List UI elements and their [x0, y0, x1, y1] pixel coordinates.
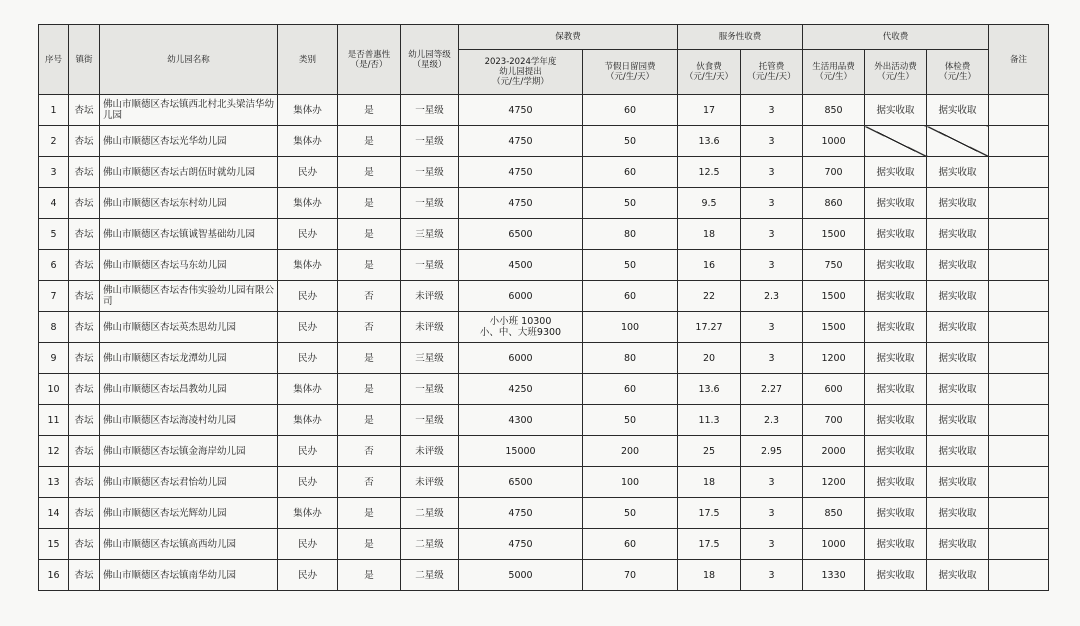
header-checkup-fee: 体检费 （元/生） — [927, 50, 989, 95]
cell-seq: 3 — [39, 157, 69, 188]
table-body — [39, 95, 1049, 591]
cell-checkup-fee: 据实收取 — [927, 560, 989, 591]
cell-category: 民办 — [278, 157, 338, 188]
header-meal-fee: 伙食费 （元/生/天） — [678, 50, 741, 95]
cell-inclusive: 是 — [338, 560, 401, 591]
cell-supplies-fee: 850 — [803, 498, 865, 529]
cell-inclusive: 是 — [338, 405, 401, 436]
cell-remarks — [989, 250, 1049, 281]
cell-outing-fee-not-applicable — [865, 126, 927, 157]
cell-tuition: 6000 — [459, 281, 583, 312]
cell-care-fee: 3 — [741, 498, 803, 529]
cell-holiday-fee: 50 — [583, 250, 678, 281]
cell-supplies-fee: 1330 — [803, 560, 865, 591]
cell-seq: 2 — [39, 126, 69, 157]
cell-seq: 8 — [39, 312, 69, 343]
table-row — [39, 188, 1049, 219]
cell-town: 杏坛 — [69, 188, 100, 219]
cell-town: 杏坛 — [69, 250, 100, 281]
cell-checkup-fee: 据实收取 — [927, 95, 989, 126]
cell-tuition: 6500 — [459, 467, 583, 498]
cell-supplies-fee: 700 — [803, 157, 865, 188]
header-care-fee: 托管费 （元/生/天） — [741, 50, 803, 95]
cell-kindergarten-name: 佛山市顺德区杏坛镇诚智基础幼儿园 — [100, 219, 278, 250]
cell-remarks — [989, 498, 1049, 529]
cell-inclusive: 否 — [338, 281, 401, 312]
cell-grade: 一星级 — [401, 157, 459, 188]
cell-checkup-fee: 据实收取 — [927, 405, 989, 436]
cell-inclusive: 是 — [338, 95, 401, 126]
cell-grade: 三星级 — [401, 343, 459, 374]
header-inclusive: 是否普惠性 （是/否） — [338, 25, 401, 95]
cell-care-fee: 3 — [741, 95, 803, 126]
cell-remarks — [989, 529, 1049, 560]
cell-kindergarten-name: 佛山市顺德区杏坛光华幼儿园 — [100, 126, 278, 157]
cell-town: 杏坛 — [69, 312, 100, 343]
cell-outing-fee: 据实收取 — [865, 281, 927, 312]
cell-outing-fee: 据实收取 — [865, 157, 927, 188]
header-tuition-group: 保教费 — [459, 25, 678, 50]
cell-category: 集体办 — [278, 95, 338, 126]
table-row — [39, 219, 1049, 250]
cell-holiday-fee: 60 — [583, 529, 678, 560]
header-outing-fee: 外出活动费 （元/生） — [865, 50, 927, 95]
cell-seq: 15 — [39, 529, 69, 560]
header-collect-group: 代收费 — [803, 25, 989, 50]
cell-care-fee: 2.3 — [741, 281, 803, 312]
header-supplies-fee: 生活用品费 （元/生） — [803, 50, 865, 95]
cell-inclusive: 是 — [338, 157, 401, 188]
cell-seq: 13 — [39, 467, 69, 498]
cell-kindergarten-name: 佛山市顺德区杏坛昌教幼儿园 — [100, 374, 278, 405]
table-header — [39, 25, 1049, 95]
cell-tuition: 4500 — [459, 250, 583, 281]
cell-category: 民办 — [278, 467, 338, 498]
cell-outing-fee: 据实收取 — [865, 467, 927, 498]
cell-outing-fee: 据实收取 — [865, 343, 927, 374]
cell-outing-fee: 据实收取 — [865, 405, 927, 436]
cell-checkup-fee: 据实收取 — [927, 312, 989, 343]
cell-checkup-fee: 据实收取 — [927, 436, 989, 467]
table-row — [39, 126, 1049, 157]
cell-care-fee: 3 — [741, 250, 803, 281]
cell-care-fee: 3 — [741, 467, 803, 498]
cell-meal-fee: 16 — [678, 250, 741, 281]
cell-holiday-fee: 60 — [583, 157, 678, 188]
header-seq: 序号 — [39, 25, 69, 95]
cell-grade: 二星级 — [401, 560, 459, 591]
cell-meal-fee: 20 — [678, 343, 741, 374]
header-category: 类别 — [278, 25, 338, 95]
cell-grade: 一星级 — [401, 374, 459, 405]
cell-care-fee: 3 — [741, 343, 803, 374]
cell-outing-fee: 据实收取 — [865, 95, 927, 126]
header-holiday-fee: 节假日留园费 （元/生/天） — [583, 50, 678, 95]
cell-grade: 三星级 — [401, 219, 459, 250]
cell-supplies-fee: 750 — [803, 250, 865, 281]
cell-seq: 10 — [39, 374, 69, 405]
cell-town: 杏坛 — [69, 467, 100, 498]
cell-inclusive: 是 — [338, 219, 401, 250]
cell-supplies-fee: 1000 — [803, 529, 865, 560]
cell-meal-fee: 25 — [678, 436, 741, 467]
table-row — [39, 560, 1049, 591]
cell-town: 杏坛 — [69, 219, 100, 250]
cell-holiday-fee: 200 — [583, 436, 678, 467]
cell-supplies-fee: 860 — [803, 188, 865, 219]
cell-tuition: 4750 — [459, 157, 583, 188]
kindergarten-fee-table — [38, 24, 1049, 591]
cell-meal-fee: 18 — [678, 219, 741, 250]
cell-holiday-fee: 60 — [583, 95, 678, 126]
cell-inclusive: 是 — [338, 374, 401, 405]
cell-inclusive: 是 — [338, 529, 401, 560]
cell-outing-fee: 据实收取 — [865, 529, 927, 560]
cell-remarks — [989, 188, 1049, 219]
cell-tuition: 6500 — [459, 219, 583, 250]
header-service-group: 服务性收费 — [678, 25, 803, 50]
cell-category: 集体办 — [278, 405, 338, 436]
cell-holiday-fee: 60 — [583, 281, 678, 312]
cell-grade: 未评级 — [401, 467, 459, 498]
cell-meal-fee: 11.3 — [678, 405, 741, 436]
cell-care-fee: 3 — [741, 157, 803, 188]
cell-seq: 4 — [39, 188, 69, 219]
cell-checkup-fee: 据实收取 — [927, 529, 989, 560]
table-row — [39, 250, 1049, 281]
cell-tuition: 4750 — [459, 529, 583, 560]
cell-inclusive: 是 — [338, 250, 401, 281]
cell-inclusive: 是 — [338, 126, 401, 157]
cell-care-fee: 2.95 — [741, 436, 803, 467]
table-row — [39, 343, 1049, 374]
cell-seq: 9 — [39, 343, 69, 374]
cell-kindergarten-name: 佛山市顺德区杏坛光辉幼儿园 — [100, 498, 278, 529]
cell-outing-fee: 据实收取 — [865, 250, 927, 281]
cell-kindergarten-name: 佛山市顺德区杏坛镇高西幼儿园 — [100, 529, 278, 560]
cell-tuition: 6000 — [459, 343, 583, 374]
cell-outing-fee: 据实收取 — [865, 560, 927, 591]
cell-category: 民办 — [278, 529, 338, 560]
cell-checkup-fee: 据实收取 — [927, 343, 989, 374]
table-row — [39, 374, 1049, 405]
cell-town: 杏坛 — [69, 529, 100, 560]
cell-remarks — [989, 560, 1049, 591]
cell-supplies-fee: 2000 — [803, 436, 865, 467]
cell-supplies-fee: 1500 — [803, 281, 865, 312]
table-row — [39, 405, 1049, 436]
table-row — [39, 467, 1049, 498]
cell-meal-fee: 13.6 — [678, 126, 741, 157]
table-row — [39, 498, 1049, 529]
cell-outing-fee: 据实收取 — [865, 188, 927, 219]
table-row — [39, 436, 1049, 467]
cell-remarks — [989, 219, 1049, 250]
cell-meal-fee: 9.5 — [678, 188, 741, 219]
cell-care-fee: 3 — [741, 188, 803, 219]
cell-holiday-fee: 100 — [583, 312, 678, 343]
cell-category: 集体办 — [278, 498, 338, 529]
cell-checkup-fee: 据实收取 — [927, 188, 989, 219]
cell-care-fee: 3 — [741, 126, 803, 157]
cell-checkup-fee-not-applicable — [927, 126, 989, 157]
cell-supplies-fee: 1200 — [803, 343, 865, 374]
cell-remarks — [989, 157, 1049, 188]
cell-kindergarten-name: 佛山市顺德区杏坛君怡幼儿园 — [100, 467, 278, 498]
cell-tuition: 4300 — [459, 405, 583, 436]
cell-grade: 二星级 — [401, 498, 459, 529]
cell-kindergarten-name: 佛山市顺德区杏坛马东幼儿园 — [100, 250, 278, 281]
cell-seq: 1 — [39, 95, 69, 126]
cell-town: 杏坛 — [69, 498, 100, 529]
cell-town: 杏坛 — [69, 374, 100, 405]
cell-meal-fee: 17.5 — [678, 529, 741, 560]
cell-town: 杏坛 — [69, 95, 100, 126]
cell-grade: 二星级 — [401, 529, 459, 560]
cell-kindergarten-name: 佛山市顺德区杏坛龙潭幼儿园 — [100, 343, 278, 374]
cell-town: 杏坛 — [69, 405, 100, 436]
table-row — [39, 312, 1049, 343]
cell-holiday-fee: 50 — [583, 498, 678, 529]
cell-outing-fee: 据实收取 — [865, 374, 927, 405]
cell-inclusive: 否 — [338, 436, 401, 467]
cell-category: 集体办 — [278, 374, 338, 405]
cell-seq: 7 — [39, 281, 69, 312]
cell-meal-fee: 17.27 — [678, 312, 741, 343]
cell-supplies-fee: 1000 — [803, 126, 865, 157]
cell-care-fee: 2.27 — [741, 374, 803, 405]
cell-seq: 12 — [39, 436, 69, 467]
cell-meal-fee: 17.5 — [678, 498, 741, 529]
cell-kindergarten-name: 佛山市顺德区杏坛杏伟实验幼儿园有限公司 — [100, 281, 278, 312]
cell-remarks — [989, 436, 1049, 467]
cell-inclusive: 是 — [338, 498, 401, 529]
cell-meal-fee: 12.5 — [678, 157, 741, 188]
cell-remarks — [989, 126, 1049, 157]
cell-kindergarten-name: 佛山市顺德区杏坛古朗伍时就幼儿园 — [100, 157, 278, 188]
header-town: 镇街 — [69, 25, 100, 95]
cell-grade: 未评级 — [401, 281, 459, 312]
cell-meal-fee: 18 — [678, 467, 741, 498]
cell-grade: 一星级 — [401, 95, 459, 126]
cell-remarks — [989, 95, 1049, 126]
cell-meal-fee: 13.6 — [678, 374, 741, 405]
cell-meal-fee: 17 — [678, 95, 741, 126]
cell-holiday-fee: 80 — [583, 219, 678, 250]
cell-supplies-fee: 1500 — [803, 219, 865, 250]
cell-town: 杏坛 — [69, 560, 100, 591]
cell-holiday-fee: 60 — [583, 374, 678, 405]
cell-meal-fee: 22 — [678, 281, 741, 312]
table-row — [39, 281, 1049, 312]
cell-kindergarten-name: 佛山市顺德区杏坛东村幼儿园 — [100, 188, 278, 219]
cell-holiday-fee: 70 — [583, 560, 678, 591]
cell-meal-fee: 18 — [678, 560, 741, 591]
cell-kindergarten-name: 佛山市顺德区杏坛英杰思幼儿园 — [100, 312, 278, 343]
cell-remarks — [989, 281, 1049, 312]
cell-town: 杏坛 — [69, 436, 100, 467]
cell-inclusive: 是 — [338, 188, 401, 219]
cell-tuition: 15000 — [459, 436, 583, 467]
header-tuition-term: 2023-2024学年度 幼儿园提出 （元/生/学期） — [459, 50, 583, 95]
cell-remarks — [989, 374, 1049, 405]
cell-remarks — [989, 343, 1049, 374]
cell-town: 杏坛 — [69, 126, 100, 157]
cell-outing-fee: 据实收取 — [865, 436, 927, 467]
cell-supplies-fee: 1500 — [803, 312, 865, 343]
cell-remarks — [989, 467, 1049, 498]
cell-town: 杏坛 — [69, 281, 100, 312]
header-name: 幼儿园名称 — [100, 25, 278, 95]
cell-seq: 6 — [39, 250, 69, 281]
cell-holiday-fee: 100 — [583, 467, 678, 498]
cell-holiday-fee: 50 — [583, 188, 678, 219]
cell-inclusive: 否 — [338, 312, 401, 343]
cell-supplies-fee: 850 — [803, 95, 865, 126]
cell-grade: 一星级 — [401, 250, 459, 281]
cell-tuition: 小小班 10300 小、中、大班9300 — [459, 312, 583, 343]
cell-town: 杏坛 — [69, 343, 100, 374]
cell-category: 集体办 — [278, 126, 338, 157]
cell-outing-fee: 据实收取 — [865, 219, 927, 250]
cell-tuition: 4750 — [459, 126, 583, 157]
cell-town: 杏坛 — [69, 157, 100, 188]
cell-kindergarten-name: 佛山市顺德区杏坛镇南华幼儿园 — [100, 560, 278, 591]
cell-supplies-fee: 1200 — [803, 467, 865, 498]
cell-care-fee: 2.3 — [741, 405, 803, 436]
cell-inclusive: 否 — [338, 467, 401, 498]
table-row — [39, 95, 1049, 126]
cell-category: 集体办 — [278, 250, 338, 281]
cell-category: 集体办 — [278, 188, 338, 219]
cell-checkup-fee: 据实收取 — [927, 498, 989, 529]
header-remarks: 备注 — [989, 25, 1049, 95]
cell-checkup-fee: 据实收取 — [927, 250, 989, 281]
cell-tuition: 4750 — [459, 498, 583, 529]
cell-remarks — [989, 405, 1049, 436]
cell-seq: 5 — [39, 219, 69, 250]
cell-checkup-fee: 据实收取 — [927, 467, 989, 498]
cell-tuition: 4750 — [459, 95, 583, 126]
cell-seq: 14 — [39, 498, 69, 529]
header-grade: 幼儿园等级 （星级） — [401, 25, 459, 95]
cell-grade: 未评级 — [401, 436, 459, 467]
cell-supplies-fee: 700 — [803, 405, 865, 436]
cell-care-fee: 3 — [741, 219, 803, 250]
cell-kindergarten-name: 佛山市顺德区杏坛镇西北村北头梁洁华幼儿园 — [100, 95, 278, 126]
cell-category: 民办 — [278, 312, 338, 343]
cell-kindergarten-name: 佛山市顺德区杏坛镇金海岸幼儿园 — [100, 436, 278, 467]
cell-grade: 一星级 — [401, 405, 459, 436]
cell-category: 民办 — [278, 436, 338, 467]
cell-grade: 一星级 — [401, 126, 459, 157]
cell-outing-fee: 据实收取 — [865, 312, 927, 343]
cell-inclusive: 是 — [338, 343, 401, 374]
cell-checkup-fee: 据实收取 — [927, 157, 989, 188]
cell-checkup-fee: 据实收取 — [927, 219, 989, 250]
cell-care-fee: 3 — [741, 312, 803, 343]
cell-care-fee: 3 — [741, 560, 803, 591]
cell-category: 民办 — [278, 281, 338, 312]
cell-remarks — [989, 312, 1049, 343]
table-row — [39, 529, 1049, 560]
cell-holiday-fee: 50 — [583, 126, 678, 157]
table-row — [39, 157, 1049, 188]
cell-tuition: 4750 — [459, 188, 583, 219]
cell-grade: 未评级 — [401, 312, 459, 343]
cell-tuition: 4250 — [459, 374, 583, 405]
cell-holiday-fee: 80 — [583, 343, 678, 374]
cell-category: 民办 — [278, 219, 338, 250]
cell-tuition: 5000 — [459, 560, 583, 591]
cell-seq: 11 — [39, 405, 69, 436]
cell-category: 民办 — [278, 343, 338, 374]
cell-seq: 16 — [39, 560, 69, 591]
cell-category: 民办 — [278, 560, 338, 591]
cell-outing-fee: 据实收取 — [865, 498, 927, 529]
cell-grade: 一星级 — [401, 188, 459, 219]
cell-holiday-fee: 50 — [583, 405, 678, 436]
cell-checkup-fee: 据实收取 — [927, 281, 989, 312]
cell-checkup-fee: 据实收取 — [927, 374, 989, 405]
cell-kindergarten-name: 佛山市顺德区杏坛海凌村幼儿园 — [100, 405, 278, 436]
cell-care-fee: 3 — [741, 529, 803, 560]
cell-supplies-fee: 600 — [803, 374, 865, 405]
